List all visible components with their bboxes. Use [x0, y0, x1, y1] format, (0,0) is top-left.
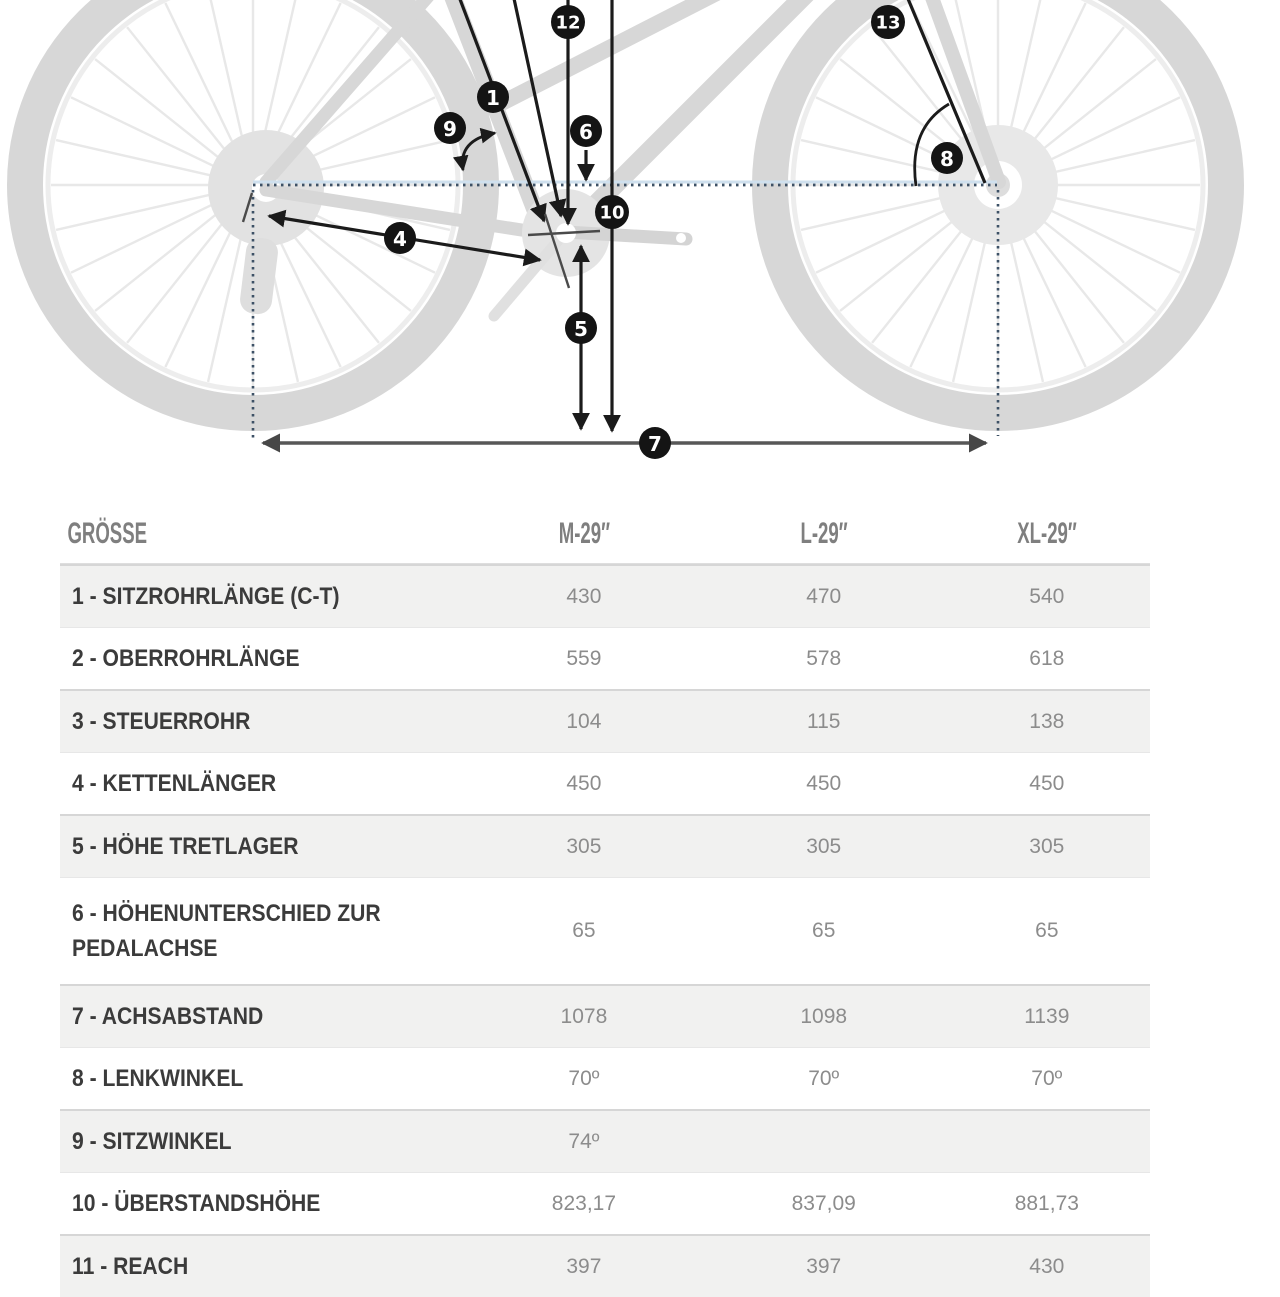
row-label	[60, 641, 464, 676]
cell-value: 70º	[568, 1066, 600, 1090]
row-label	[60, 829, 464, 864]
row-label-text: 5 - HÖHE TRETLAGER	[72, 833, 299, 860]
row-label	[60, 999, 464, 1034]
seatstay	[266, 0, 432, 182]
geometry-table	[60, 505, 1150, 1297]
row-label	[60, 1061, 464, 1096]
cell-value: 397	[806, 1254, 842, 1278]
cell-value: 578	[806, 646, 842, 670]
callout-13-number: 13	[875, 12, 901, 34]
cell-value: 430	[566, 584, 602, 608]
size-column-header: GRÖSSE	[67, 517, 148, 550]
rear-derailleur	[238, 236, 279, 315]
callout-1-badge	[477, 81, 509, 113]
column-header-l-label: L-29″	[800, 517, 848, 550]
cell-value: 305	[1029, 834, 1065, 858]
row-label	[60, 1249, 464, 1284]
callout-7-number: 7	[648, 432, 662, 456]
row-label-text: 3 - STEUERROHR	[72, 708, 251, 735]
callout-9-badge	[434, 112, 466, 144]
row-label-text: 1 - SITZROHRLÄNGE (C-T)	[72, 583, 340, 610]
table-row	[60, 1234, 1150, 1297]
column-header-m	[464, 517, 704, 551]
table-row	[60, 1047, 1150, 1109]
geometry-table-body	[60, 564, 1150, 1297]
row-label-text: 8 - LENKWINKEL	[72, 1065, 244, 1092]
cell-value: 1139	[1024, 1004, 1070, 1028]
cell-value: 618	[1029, 646, 1065, 670]
cell-value: 65	[572, 919, 596, 942]
cell-value: 104	[566, 709, 602, 733]
callout-8-badge	[931, 142, 963, 174]
cell-value: 837,09	[791, 1191, 856, 1215]
cell-value: 559	[566, 646, 602, 670]
cell-value: 305	[806, 834, 842, 858]
callout-1-number: 1	[486, 86, 500, 110]
table-row	[60, 877, 1150, 984]
table-row	[60, 752, 1150, 814]
table-row	[60, 1172, 1150, 1234]
bike-diagram-svg	[0, 0, 1280, 470]
cell-value: 74º	[568, 1129, 600, 1153]
row-label-text: 10 - ÜBERSTANDSHÖHE	[72, 1190, 321, 1217]
callout-7-badge	[639, 427, 671, 459]
cell-value: 450	[566, 771, 602, 795]
row-label	[60, 1186, 464, 1221]
cell-value: 138	[1029, 709, 1065, 733]
column-header-xl	[944, 517, 1150, 551]
table-header-row	[60, 505, 1150, 564]
table-row	[60, 1109, 1150, 1172]
callout-5-badge	[565, 312, 597, 344]
cell-value: 65	[1035, 919, 1059, 942]
row-label	[60, 1124, 464, 1159]
row-label	[60, 704, 464, 739]
callout-6-badge	[570, 115, 602, 147]
cell-value: 450	[1029, 771, 1065, 795]
callout-4-badge	[384, 222, 416, 254]
cell-value: 397	[566, 1254, 602, 1278]
callout-6-number: 6	[579, 120, 593, 144]
row-label-text: 9 - SITZWINKEL	[72, 1128, 232, 1155]
cell-value: 470	[806, 584, 842, 608]
table-row	[60, 689, 1150, 752]
callout-12-number: 12	[555, 12, 581, 34]
cell-value: 450	[806, 771, 842, 795]
cell-value: 115	[806, 709, 841, 733]
table-row	[60, 814, 1150, 877]
callout-9-number: 9	[443, 117, 457, 141]
row-label-text: 11 - REACH	[72, 1253, 189, 1280]
cell-value: 1078	[560, 1004, 608, 1028]
cell-value: 305	[566, 834, 602, 858]
row-label-text: 2 - OBERROHRLÄNGE	[72, 645, 300, 672]
cell-value: 430	[1029, 1254, 1065, 1278]
pedal-hole	[676, 233, 686, 243]
callout-4-number: 4	[393, 227, 407, 251]
row-label	[60, 579, 464, 614]
cell-value: 70º	[1031, 1066, 1063, 1090]
callout-10-number: 10	[599, 202, 625, 224]
cell-value: 540	[1029, 584, 1065, 608]
cell-value: 65	[812, 919, 836, 942]
column-header-xl-label: XL-29″	[1017, 517, 1077, 550]
column-header-m-label: M-29″	[558, 517, 610, 550]
callout-8-number: 8	[940, 147, 954, 171]
row-label	[60, 896, 464, 966]
callout-10-badge	[595, 195, 629, 229]
column-header-l	[704, 517, 944, 551]
table-row	[60, 984, 1150, 1047]
callout-13-badge	[871, 5, 905, 39]
cell-value: 881,73	[1014, 1191, 1079, 1215]
callout-5-number: 5	[574, 317, 588, 341]
cell-value: 823,17	[551, 1191, 617, 1215]
callout-12-badge	[551, 5, 585, 39]
row-label-text: 6 - HÖHENUNTERSCHIED ZUR PEDALACHSE	[72, 900, 381, 962]
cell-value: 1098	[800, 1004, 848, 1028]
row-label-text: 4 - KETTENLÄNGER	[72, 770, 277, 797]
row-label	[60, 766, 464, 801]
cell-value: 70º	[808, 1066, 840, 1090]
table-row	[60, 564, 1150, 627]
row-label-text: 7 - ACHSABSTAND	[72, 1003, 264, 1030]
table-row	[60, 627, 1150, 689]
bike-geometry-diagram	[0, 0, 1280, 470]
